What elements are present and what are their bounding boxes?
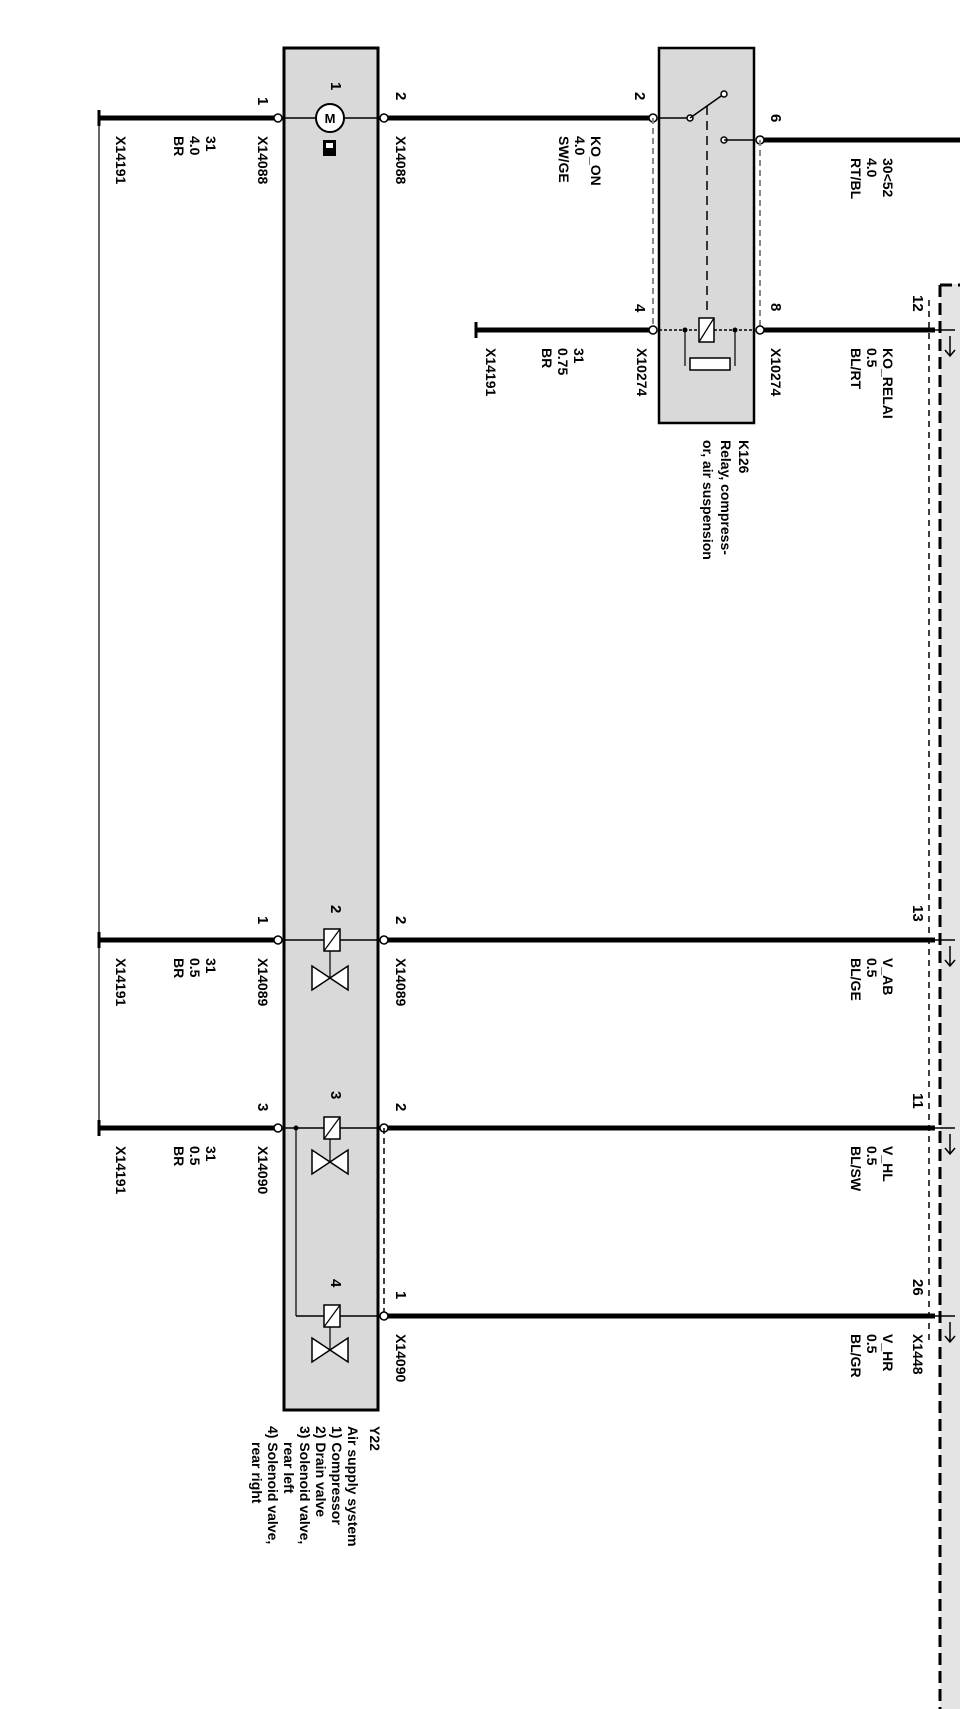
svg-text:Relay, compress-: Relay, compress- (718, 440, 734, 555)
pin-label: 3 (254, 1103, 271, 1112)
svg-text:V_AB: V_AB (880, 958, 896, 996)
pin-label: 2 (392, 1103, 409, 1112)
pin-label: 11 (909, 1093, 926, 1109)
y22-description (249, 1426, 383, 1547)
svg-text:Y22: Y22 (367, 1426, 383, 1451)
wire-spec (539, 348, 587, 375)
svg-text:31: 31 (203, 1146, 219, 1162)
svg-text:30<52: 30<52 (880, 158, 896, 198)
connector-label: X10274 (768, 348, 784, 397)
pin-label: 2 (392, 92, 409, 101)
connector-label: X14090 (393, 1334, 409, 1383)
svg-text:0.5: 0.5 (187, 958, 203, 978)
svg-text:31: 31 (203, 136, 219, 152)
connector-label: X14191 (113, 958, 129, 1007)
pin-label: 2 (327, 905, 344, 914)
svg-text:BL/GR: BL/GR (848, 1334, 864, 1378)
svg-text:0.5: 0.5 (864, 958, 880, 978)
k126-description (700, 440, 752, 560)
connector-label: X14089 (393, 958, 409, 1007)
pin-label: 6 (767, 114, 784, 123)
wire-spec (848, 158, 896, 200)
connector-label: X14089 (255, 958, 271, 1007)
pin-label: 1 (254, 916, 271, 925)
svg-text:BL/GE: BL/GE (848, 958, 864, 1001)
connector-label: X14088 (255, 136, 271, 185)
svg-text:BR: BR (539, 348, 555, 369)
wire-spec (848, 1146, 896, 1192)
pin-label: 1 (254, 97, 271, 106)
svg-text:3) Solenoid valve,: 3) Solenoid valve, (297, 1426, 313, 1545)
svg-text:1) Compressor: 1) Compressor (329, 1426, 345, 1525)
svg-text:SW/GE: SW/GE (556, 136, 572, 183)
connector-label: X14191 (113, 1146, 129, 1195)
pin-label: 1 (392, 1291, 409, 1300)
svg-text:BL/SW: BL/SW (848, 1146, 864, 1192)
svg-text:0.5: 0.5 (864, 348, 880, 368)
wire-spec (171, 136, 219, 156)
svg-text:K126: K126 (736, 440, 752, 474)
pin-label: 26 (909, 1279, 926, 1296)
connector-label: X14191 (483, 348, 499, 397)
svg-text:4.0: 4.0 (864, 158, 880, 178)
connector-label: X14090 (255, 1146, 271, 1195)
svg-text:2) Drain valve: 2) Drain valve (313, 1426, 329, 1518)
pin-label: 3 (327, 1091, 344, 1100)
svg-text:0.75: 0.75 (555, 348, 571, 376)
svg-text:BL/RT: BL/RT (848, 348, 864, 390)
wire-spec (171, 958, 219, 978)
connector-label: X14191 (113, 136, 129, 185)
wire-spec (848, 958, 896, 1001)
pin-label: 4 (327, 1279, 344, 1288)
connector-label: X14088 (393, 136, 409, 185)
svg-text:4.0: 4.0 (187, 136, 203, 156)
svg-text:BR: BR (171, 136, 187, 157)
pin-label: 4 (631, 304, 648, 313)
svg-text:4.0: 4.0 (572, 136, 588, 156)
pin-label: 12 (909, 295, 926, 312)
svg-text:rear left: rear left (281, 1442, 297, 1494)
wire-spec (171, 1146, 219, 1166)
svg-text:31: 31 (571, 348, 587, 364)
svg-text:V_HL: V_HL (880, 1146, 896, 1182)
svg-text:BR: BR (171, 1146, 187, 1167)
ecu-block (940, 284, 960, 1709)
svg-text:KO_ON: KO_ON (588, 136, 604, 186)
svg-text:4) Solenoid valve,: 4) Solenoid valve, (265, 1426, 281, 1545)
svg-text:rear right: rear right (249, 1442, 265, 1504)
svg-text:M: M (324, 111, 336, 126)
svg-text:Air supply system: Air supply system (345, 1426, 361, 1547)
wire-spec (848, 348, 896, 419)
svg-text:BR: BR (171, 958, 187, 979)
svg-text:V_HR: V_HR (880, 1334, 896, 1372)
connector-label: X1448 (910, 1334, 926, 1375)
svg-text:31: 31 (203, 958, 219, 974)
svg-text:RT/BL: RT/BL (848, 158, 864, 200)
svg-text:0.5: 0.5 (864, 1146, 880, 1166)
y22-module (284, 48, 378, 1410)
pin-label: 13 (909, 905, 926, 922)
svg-text:or, air suspension: or, air suspension (700, 440, 716, 560)
svg-text:0.5: 0.5 (187, 1146, 203, 1166)
wire-spec (848, 1334, 896, 1378)
pin-label: 2 (631, 92, 648, 101)
pin-label: 1 (327, 82, 344, 91)
svg-text:0.5: 0.5 (864, 1334, 880, 1354)
connector-label: X10274 (634, 348, 650, 397)
wire-spec (556, 136, 604, 186)
pin-label: 8 (767, 303, 784, 312)
svg-text:KO_RELAI: KO_RELAI (880, 348, 896, 419)
pin-label: 2 (392, 916, 409, 925)
